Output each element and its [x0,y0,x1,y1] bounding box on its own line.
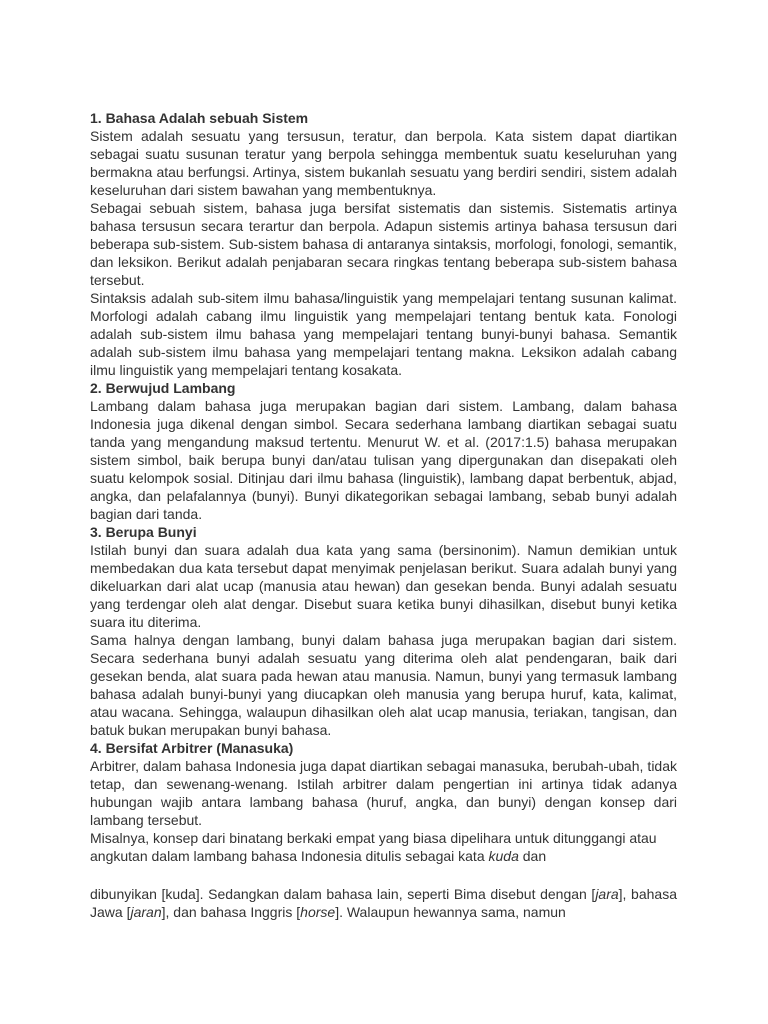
paragraph: Sama halnya dengan lambang, bunyi dalam bahasa juga merupakan bagian dari sistem. Secara sederhana bunyi adalah sesuatu yang diterima oleh alat pendengaran, baik dari gesekan benda, alat suara pada hewan atau manusia. Namun, bunyi yang termasuk lambang bahasa adalah bunyi-bunyi yang diucapkan oleh manusia yang berupa huruf, kata, kalimat, atau wacana. Sehingga, walaupun dihasilkan oleh alat ucap manusia, teriakan, tangisan, dan batuk bukan merupakan bunyi bahasa. [90,632,677,738]
section-heading: 4. Bersifat Arbitrer (Manasuka) [90,740,294,756]
text-run: ]. Walaupun hewannya sama, namun [335,904,566,920]
section-heading: 1. Bahasa Adalah sebuah Sistem [90,110,309,126]
text-run: ], bahasa Jawa [ [90,886,677,920]
section-heading: 3. Berupa Bunyi [90,524,197,540]
paragraph [90,885,677,921]
italic-term: horse [300,904,336,920]
paragraph: Sistem adalah sesuatu yang tersusun, teratur, dan berpola. Kata sistem dapat diartikan sebagai suatu susunan teratur yang berpola sehingga membentuk suatu keseluruhan yang bermakna atau berfungsi. Artinya, sistem bukanlah sesuatu yang berdiri sendiri, sistem adalah keseluruhan dari sistem bawahan yang membentuknya. [90,128,677,198]
section-heading: 2. Berwujud Lambang [90,380,236,396]
paragraph: Sintaksis adalah sub-sitem ilmu bahasa/linguistik yang mempelajari tentang susunan kalimat. Morfologi adalah cabang ilmu linguistik yang mempelajari tentang bentuk kata. Fonologi adalah sub-sistem ilmu bahasa yang mempelajari tentang bunyi-bunyi bahasa. Semantik adalah sub-sistem ilmu bahasa yang mempelajari tentang makna. Leksikon adalah cabang ilmu linguistik yang mempelajari tentang kosakata. [90,290,677,378]
paragraph [90,829,677,865]
document-page [90,109,677,921]
italic-term: kuda [488,848,519,864]
paragraph: Lambang dalam bahasa juga merupakan bagian dari sistem. Lambang, dalam bahasa Indonesia juga dikenal dengan simbol. Secara sederhana lambang diartikan sebagai suatu tanda yang mengandung maksud tertentu. Menurut W. et al. (2017:1.5) bahasa merupakan sistem simbol, baik berupa bunyi dan/atau tulisan yang dipergunakan dan disepakati oleh suatu kelompok sosial. Ditinjau dari ilmu bahasa (linguistik), lambang dapat berbentuk, abjad, angka, dan pelafalannya (bunyi). Bunyi dikategorikan sebagai lambang, sebab bunyi adalah bagian dari tanda. [90,398,677,522]
italic-term: jaran [130,904,162,920]
text-run: ], dan bahasa Inggris [ [161,904,301,920]
paragraph: Sebagai sebuah sistem, bahasa juga bersifat sistematis dan sistemis. Sistematis artinya bahasa tersusun secara terartur dan berpola. Adapun sistemis artinya bahasa tersusun dari beberapa sub-sistem. Sub-sistem bahasa di antaranya sintaksis, morfologi, fonologi, semantik, dan leksikon. Berikut adalah penjabaran secara ringkas tentang beberapa sub-sistem bahasa tersebut. [90,200,677,288]
text-run: dan [518,848,547,864]
paragraph: Istilah bunyi dan suara adalah dua kata yang sama (bersinonim). Namun demikian untuk membedakan dua kata tersebut dapat menyimak penjelasan berikut. Suara adalah bunyi yang dikeluarkan dari alat ucap (manusia atau hewan) dan gesekan benda. Bunyi adalah sesuatu yang terdengar oleh alat dengar. Disebut suara ketika bunyi dihasilkan, disebut bunyi ketika suara itu diterima. [90,542,677,630]
italic-term: jara [595,886,619,902]
paragraph: Arbitrer, dalam bahasa Indonesia juga dapat diartikan sebagai manasuka, berubah-ubah, tidak tetap, dan sewenang-wenang. Istilah arbitrer dalam pengertian ini artinya tidak adanya hubungan wajib antara lambang bahasa (huruf, angka, dan bunyi) dengan konsep dari lambang tersebut. [90,758,677,828]
text-run: dibunyikan [kuda]. Sedangkan dalam bahasa lain, seperti Bima disebut dengan [ [90,886,596,902]
text-run: Misalnya, konsep dari binatang berkaki empat yang biasa dipelihara untuk ditunggangi atau angkutan dalam lambang bahasa Indonesia ditulis sebagai kata [90,830,657,864]
paragraph-gap [90,865,677,885]
